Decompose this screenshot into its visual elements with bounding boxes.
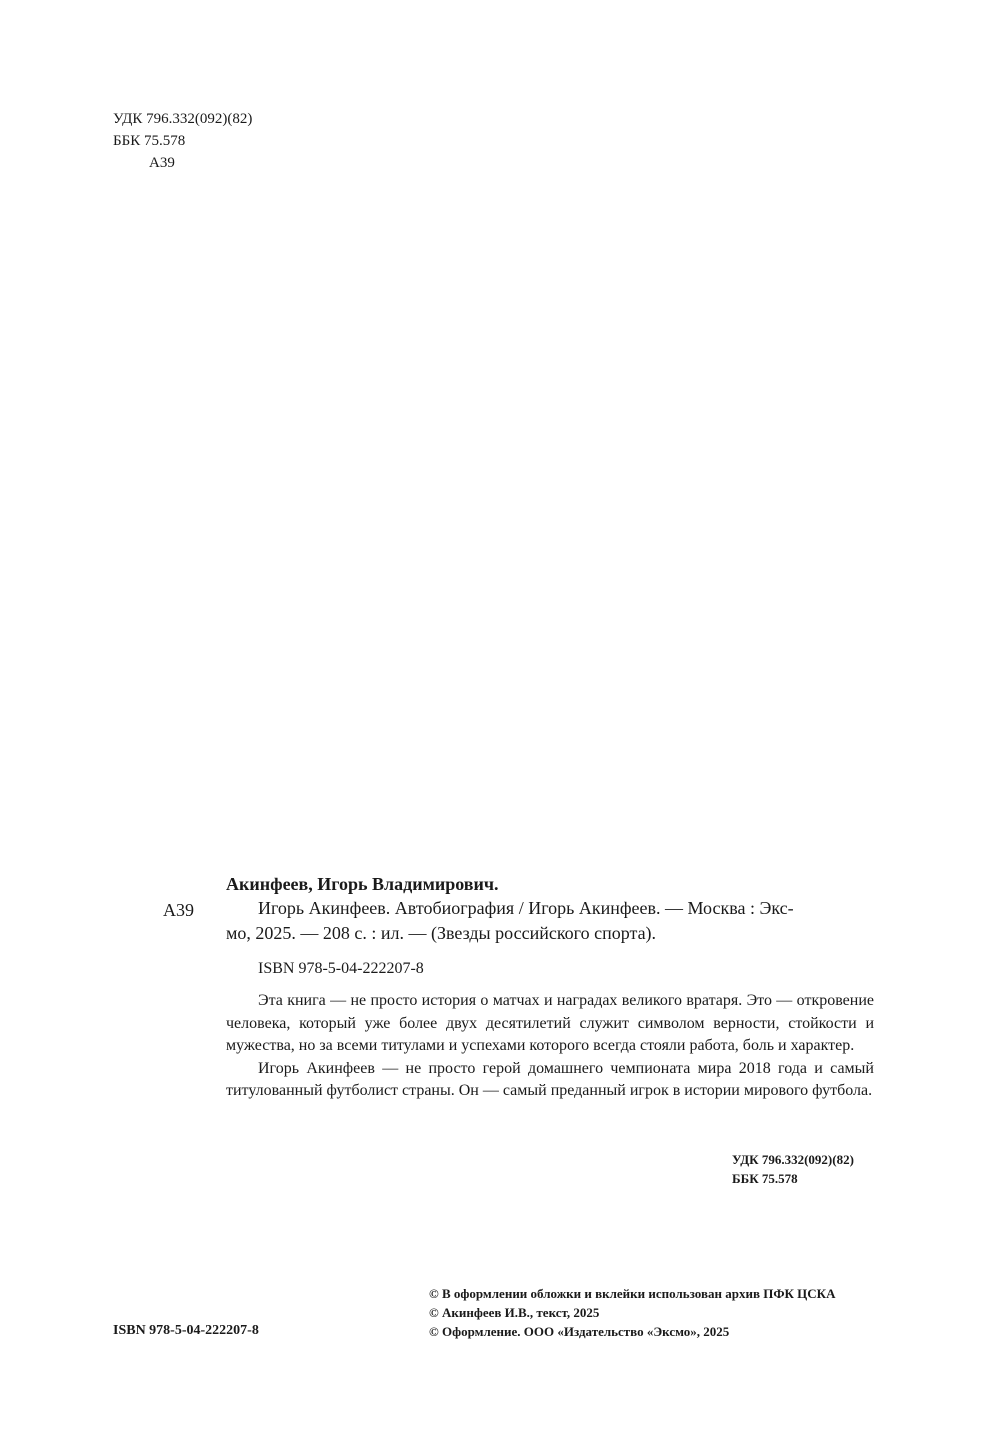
bottom-classification-codes: [732, 1150, 854, 1188]
annotation-paragraph-2: Игорь Акинфеев — не просто герой домашнего чемпионата мира 2018 года и самый титулованный футболист страны. Он — самый преданный игрок в истории мирового футбола.: [226, 1059, 874, 1099]
bottom-udk-code: УДК 796.332(092)(82): [732, 1152, 854, 1167]
record-cutter-code: А39: [163, 900, 194, 920]
annotation-paragraph-1: Эта книга — не просто история о матчах и наградах великого вратаря. Это — откровение человека, который уже более двух десятилетий служит символом верности, стойкости и мужества, но за всеми титулами и успехами которого всегда стояли работа, боль и характер.: [226, 992, 874, 1054]
copyright-design: © Оформление. ООО «Издательство «Эксмо», 2025: [429, 1324, 730, 1339]
copyright-notices: [429, 1284, 835, 1341]
cutter-code: А39: [149, 155, 175, 171]
udk-code: УДК 796.332(092)(82): [113, 111, 253, 127]
annotation: [226, 990, 874, 1103]
bottom-bbk-code: ББК 75.578: [732, 1171, 798, 1186]
top-classification-codes: [113, 108, 252, 174]
copyright-text: © Акинфеев И.В., текст, 2025: [429, 1305, 600, 1320]
copyright-archive: © В оформлении обложки и вклейки использован архив ПФК ЦСКА: [429, 1286, 836, 1301]
record-isbn: ISBN 978-5-04-222207-8: [258, 960, 424, 977]
bibliographic-description: [226, 896, 874, 946]
biblio-line-2: мо, 2025. — 208 с. : ил. — (Звезды российского спорта).: [226, 923, 657, 943]
footer-isbn: ISBN 978-5-04-222207-8: [113, 1323, 259, 1338]
biblio-line-1: Игорь Акинфеев. Автобиография / Игорь Акинфеев. — Москва : Экс-: [258, 898, 794, 918]
bbk-code: ББК 75.578: [113, 133, 186, 149]
author-heading: Акинфеев, Игорь Владимирович.: [226, 874, 499, 894]
